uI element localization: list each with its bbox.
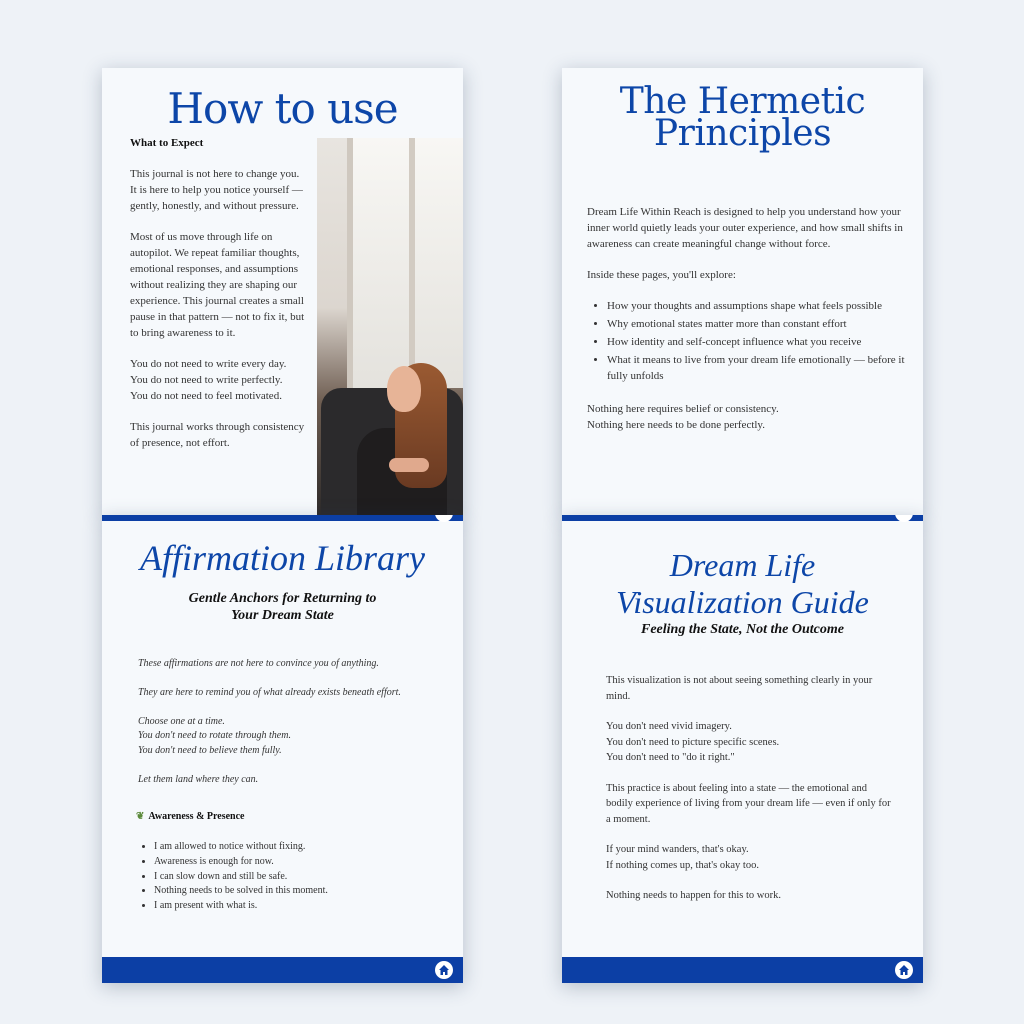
paragraph: If nothing comes up, that's okay too. xyxy=(606,859,759,871)
paragraph: They are here to remind you of what already exists beneath effort. xyxy=(138,686,401,698)
list-item: • I am allowed to notice without fixing. xyxy=(154,840,436,855)
title-line: Visualization Guide xyxy=(616,584,869,620)
paragraph: You don't need to "do it right." xyxy=(606,752,735,763)
closing-line: Nothing here needs to be done perfectly. xyxy=(587,419,765,431)
paragraph: This practice is about feeling into a state — the emotional and bodily experience of living from your dream life — even if only for a moment. xyxy=(606,782,891,825)
window-frame xyxy=(409,138,415,388)
paragraph: If your mind wanders, that's okay. xyxy=(606,844,749,855)
paragraph: Most of us move through life on autopilot. We repeat familiar thoughts, emotional responses, and assumptions without realizing they are shaping our experience. This journal creates a small pause in that pattern — not to fix it, but to bring awareness to it. xyxy=(130,231,305,339)
page-hermetic-principles xyxy=(562,68,923,515)
list-item: • How identity and self-concept influence what you receive xyxy=(607,334,907,350)
body-text xyxy=(606,673,896,904)
page-title xyxy=(562,81,923,154)
principles-list xyxy=(587,298,907,384)
paragraph: Choose one at a time. xyxy=(138,715,225,727)
paragraph: You don't need to believe them fully. xyxy=(138,745,282,757)
list-item: • I can slow down and still be safe. xyxy=(154,870,436,885)
page-subtitle: Feeling the State, Not the Outcome xyxy=(641,622,844,637)
top-accent-bar xyxy=(102,515,463,521)
closing-line: Nothing here requires belief or consistency. xyxy=(587,403,779,415)
paragraph: These affirmations are not here to convince you of anything. xyxy=(138,658,379,669)
title-line: The Hermetic xyxy=(619,81,866,122)
paragraph: Nothing needs to happen for this to work. xyxy=(606,890,781,901)
intro-paragraph: Dream Life Within Reach is designed to help you understand how your inner world quietly leads your outer experience, and how small shifts in awareness can create meaningful change without force. xyxy=(587,206,903,250)
list-item: • Why emotional states matter more than constant effort xyxy=(607,316,907,332)
home-icon[interactable] xyxy=(895,961,913,979)
page-subtitle xyxy=(102,590,463,624)
list-item: • How your thoughts and assumptions shape what feels possible xyxy=(607,298,907,314)
home-icon[interactable] xyxy=(435,961,453,979)
section-heading: What to Expect xyxy=(130,137,204,149)
body-text xyxy=(138,657,438,788)
leaf-icon: ❦ xyxy=(136,811,145,822)
explore-lead: Inside these pages, you'll explore: xyxy=(587,269,736,281)
page-title xyxy=(562,547,923,621)
woman-by-window-photo xyxy=(317,138,463,515)
page-title: Affirmation Library xyxy=(139,538,426,578)
page-how-to-use xyxy=(102,68,463,515)
figure-head xyxy=(387,366,421,412)
paragraph: You do not need to feel motivated. xyxy=(130,390,282,402)
paragraph: You don't need to rotate through them. xyxy=(138,730,291,742)
paragraph: This journal works through consistency of presence, not effort. xyxy=(130,421,305,449)
body-text xyxy=(587,204,907,433)
list-item: • What it means to live from your dream life emotionally — before it fully unfolds xyxy=(607,352,907,384)
subtitle-line: Your Dream State xyxy=(231,608,334,623)
section-heading-label: Awareness & Presence xyxy=(148,811,245,822)
list-item: • I am present with what is. xyxy=(154,899,436,914)
list-item: • Nothing needs to be solved in this moment. xyxy=(154,884,436,899)
paragraph: You don't need to picture specific scenes. xyxy=(606,736,780,748)
title-line: Dream Life xyxy=(669,547,816,583)
list-item: • Awareness is enough for now. xyxy=(154,855,436,870)
bottom-accent-bar xyxy=(102,957,463,983)
page-visualization-guide xyxy=(562,515,923,983)
paragraph: You do not need to write perfectly. xyxy=(130,374,283,386)
bottom-accent-bar xyxy=(562,957,923,983)
paragraph: This visualization is not about seeing something clearly in your mind. xyxy=(606,675,873,702)
affirmation-list xyxy=(136,840,436,914)
figure-hand xyxy=(389,458,429,472)
subtitle-line: Gentle Anchors for Returning to xyxy=(188,591,377,606)
top-accent-bar xyxy=(562,515,923,521)
title-line: Principles xyxy=(653,113,832,154)
window xyxy=(347,138,463,388)
page-title: How to use xyxy=(167,84,398,133)
body-text xyxy=(130,166,308,451)
paragraph: You do not need to write every day. xyxy=(130,358,287,370)
section-heading xyxy=(136,811,244,822)
paragraph: This journal is not here to change you. It is here to help you notice yourself — gently, honestly, and without pressure. xyxy=(130,168,303,212)
paragraph: Let them land where they can. xyxy=(138,773,259,785)
paragraph: You don't need vivid imagery. xyxy=(606,721,732,732)
page-affirmation-library xyxy=(102,515,463,983)
